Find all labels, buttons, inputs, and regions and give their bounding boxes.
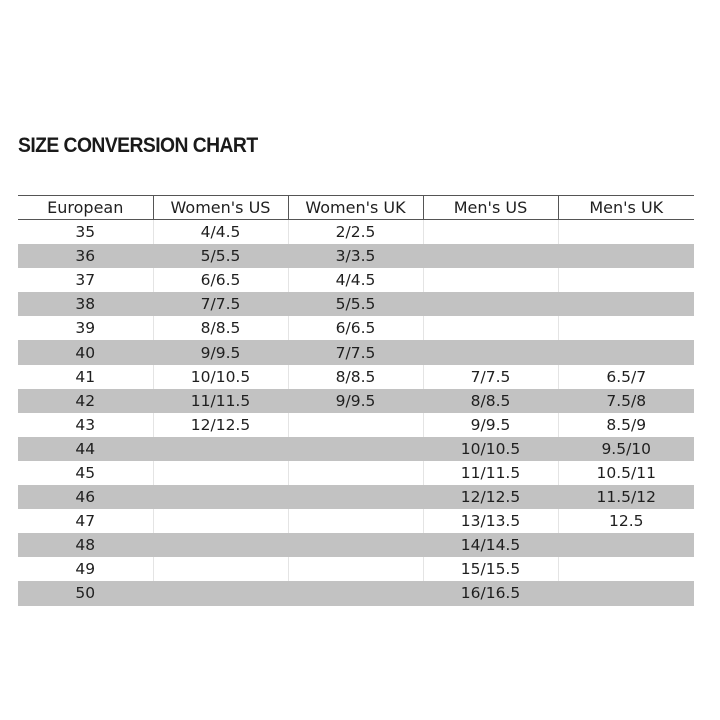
cell-womens-uk (288, 413, 423, 437)
chart-title: SIZE CONVERSION CHART (18, 134, 258, 157)
cell-womens-us (153, 461, 288, 485)
table-row (18, 292, 694, 316)
cell-mens-uk (558, 220, 694, 245)
cell-womens-uk (288, 437, 423, 461)
cell-womens-uk: 4/4.5 (288, 268, 423, 292)
header-womens-uk: Women's UK (288, 196, 423, 220)
cell-european: 45 (18, 461, 153, 485)
cell-european: 46 (18, 485, 153, 509)
cell-womens-us: 11/11.5 (153, 389, 288, 413)
table-row (18, 268, 694, 292)
cell-mens-uk (558, 244, 694, 268)
cell-womens-uk (288, 461, 423, 485)
table-row (18, 437, 694, 461)
cell-mens-us (423, 292, 558, 316)
cell-mens-uk (558, 557, 694, 581)
cell-womens-uk (288, 533, 423, 557)
cell-mens-us: 13/13.5 (423, 509, 558, 533)
header-european: European (18, 196, 153, 220)
cell-european: 38 (18, 292, 153, 316)
cell-womens-uk: 9/9.5 (288, 389, 423, 413)
table-row (18, 485, 694, 509)
table-row (18, 244, 694, 268)
cell-mens-us: 15/15.5 (423, 557, 558, 581)
table-row (18, 509, 694, 533)
cell-mens-us (423, 268, 558, 292)
cell-mens-uk: 9.5/10 (558, 437, 694, 461)
cell-womens-uk: 7/7.5 (288, 340, 423, 364)
cell-mens-uk (558, 533, 694, 557)
cell-womens-uk: 5/5.5 (288, 292, 423, 316)
cell-european: 43 (18, 413, 153, 437)
cell-mens-us: 7/7.5 (423, 365, 558, 389)
cell-european: 49 (18, 557, 153, 581)
cell-mens-us (423, 340, 558, 364)
header-womens-us: Women's US (153, 196, 288, 220)
cell-womens-us: 4/4.5 (153, 220, 288, 245)
cell-european: 42 (18, 389, 153, 413)
cell-european: 44 (18, 437, 153, 461)
cell-mens-uk (558, 268, 694, 292)
cell-mens-us: 8/8.5 (423, 389, 558, 413)
table-row (18, 557, 694, 581)
cell-womens-us: 12/12.5 (153, 413, 288, 437)
cell-mens-us: 12/12.5 (423, 485, 558, 509)
table-row (18, 461, 694, 485)
cell-mens-us: 16/16.5 (423, 581, 558, 605)
cell-mens-uk: 6.5/7 (558, 365, 694, 389)
cell-womens-us (153, 509, 288, 533)
cell-womens-uk (288, 485, 423, 509)
cell-mens-uk: 7.5/8 (558, 389, 694, 413)
cell-european: 39 (18, 316, 153, 340)
cell-european: 35 (18, 220, 153, 245)
cell-womens-uk (288, 581, 423, 605)
table-row (18, 365, 694, 389)
cell-womens-us (153, 581, 288, 605)
header-mens-us: Men's US (423, 196, 558, 220)
cell-womens-us: 5/5.5 (153, 244, 288, 268)
cell-womens-us: 8/8.5 (153, 316, 288, 340)
table-row (18, 220, 694, 245)
cell-womens-us (153, 437, 288, 461)
cell-european: 40 (18, 340, 153, 364)
table-row (18, 389, 694, 413)
cell-european: 48 (18, 533, 153, 557)
cell-mens-us: 11/11.5 (423, 461, 558, 485)
table-row (18, 413, 694, 437)
cell-mens-us (423, 316, 558, 340)
size-conversion-table (18, 195, 694, 606)
table-row (18, 581, 694, 605)
cell-womens-uk (288, 557, 423, 581)
cell-womens-uk (288, 509, 423, 533)
cell-womens-uk: 2/2.5 (288, 220, 423, 245)
table-row (18, 316, 694, 340)
cell-womens-us: 6/6.5 (153, 268, 288, 292)
header-mens-uk: Men's UK (558, 196, 694, 220)
cell-womens-us: 10/10.5 (153, 365, 288, 389)
header-row (18, 196, 694, 220)
table-body (18, 220, 694, 606)
cell-european: 50 (18, 581, 153, 605)
cell-womens-uk: 6/6.5 (288, 316, 423, 340)
cell-mens-us (423, 220, 558, 245)
cell-womens-uk: 8/8.5 (288, 365, 423, 389)
cell-mens-uk: 10.5/11 (558, 461, 694, 485)
cell-womens-us (153, 557, 288, 581)
cell-european: 41 (18, 365, 153, 389)
cell-womens-us: 9/9.5 (153, 340, 288, 364)
cell-womens-us: 7/7.5 (153, 292, 288, 316)
cell-womens-us (153, 485, 288, 509)
cell-mens-uk (558, 581, 694, 605)
cell-mens-us: 9/9.5 (423, 413, 558, 437)
cell-european: 36 (18, 244, 153, 268)
cell-mens-uk: 8.5/9 (558, 413, 694, 437)
cell-european: 47 (18, 509, 153, 533)
table-row (18, 533, 694, 557)
cell-mens-uk: 12.5 (558, 509, 694, 533)
cell-mens-us: 10/10.5 (423, 437, 558, 461)
cell-mens-us: 14/14.5 (423, 533, 558, 557)
cell-mens-uk (558, 316, 694, 340)
cell-womens-us (153, 533, 288, 557)
cell-mens-uk (558, 292, 694, 316)
cell-womens-uk: 3/3.5 (288, 244, 423, 268)
table-row (18, 340, 694, 364)
cell-mens-uk (558, 340, 694, 364)
cell-mens-us (423, 244, 558, 268)
cell-mens-uk: 11.5/12 (558, 485, 694, 509)
cell-european: 37 (18, 268, 153, 292)
